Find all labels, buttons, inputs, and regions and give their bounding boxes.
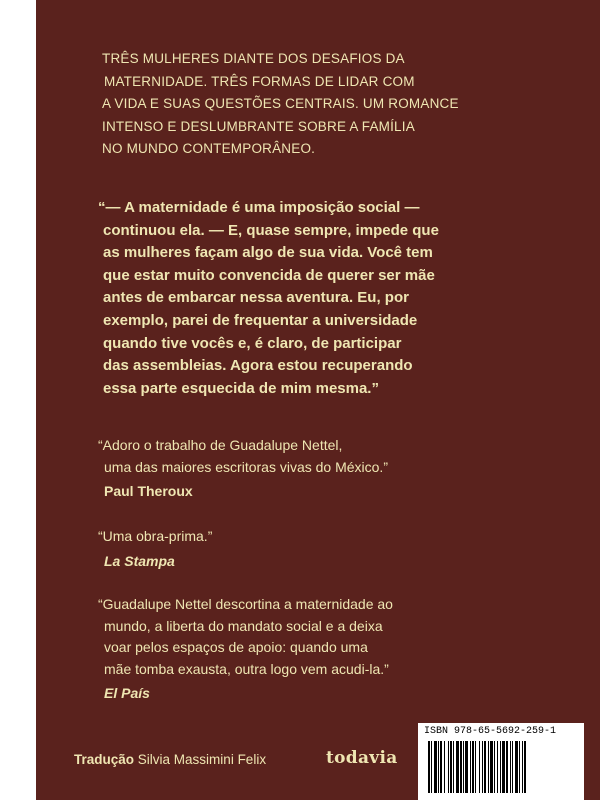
intro-line: A VIDA E SUAS QUESTÕES CENTRAIS. UM ROMANCE <box>102 96 459 111</box>
blurb-line: mãe tomba exausta, outra logo vem acudi-la.” <box>104 660 389 677</box>
blurb-source: Paul Theroux <box>104 483 193 499</box>
isbn-number: ISBN 978-65-5692-259-1 <box>424 726 557 737</box>
blurb-line: mundo, a liberta do mandato social e a deixa <box>104 617 383 634</box>
blurb-la-stampa <box>98 526 568 572</box>
excerpt-line: as mulheres façam algo de sua vida. Você tem <box>103 244 433 262</box>
translator-name: Silvia Massimini Felix <box>137 752 267 767</box>
excerpt-line: “— A maternidade é uma imposição social — <box>98 199 420 216</box>
intro-text <box>102 48 522 161</box>
blurb-source: El País <box>104 685 150 701</box>
blurb-line: “Adoro o trabalho de Guadalupe Nettel, <box>98 437 343 453</box>
blurb-line: voar pelos espaços de apoio: quando uma <box>104 639 368 655</box>
blurb-el-pais <box>98 594 568 705</box>
blurb-source: La Stampa <box>104 552 175 569</box>
isbn-barcode <box>418 723 584 800</box>
intro-line: INTENSO E DESLUMBRANTE SOBRE A FAMÍLIA <box>102 118 415 134</box>
blurb-theroux <box>98 435 568 503</box>
excerpt-line: que estar muito convencida de querer ser mãe <box>103 266 435 284</box>
excerpt-line: quando tive vocês e, é claro, de participar <box>103 334 402 352</box>
translation-credit <box>74 752 266 767</box>
excerpt-line: continuou ela. — E, quase sempre, impede que <box>103 221 439 239</box>
book-excerpt <box>98 197 568 400</box>
back-cover <box>36 0 600 800</box>
blurb-line: uma das maiores escritoras vivas do México.” <box>104 458 388 475</box>
excerpt-line: exemplo, parei de frequentar a universidade <box>103 311 418 329</box>
blurb-line: “Uma obra-prima.” <box>98 528 213 544</box>
intro-line: NO MUNDO CONTEMPORÂNEO. <box>102 141 316 156</box>
intro-line: TRÊS MULHERES DIANTE DOS DESAFIOS DA <box>102 51 405 66</box>
publisher-logo: todavia <box>326 748 398 768</box>
blurb-line: “Guadalupe Nettel descortina a maternidade ao <box>98 596 393 612</box>
excerpt-line: das assembleias. Agora estou recuperando <box>103 357 413 375</box>
intro-line: MATERNIDADE. TRÊS FORMAS DE LIDAR COM <box>104 73 415 89</box>
excerpt-line: essa parte esquecida de mim mesma.” <box>103 379 379 397</box>
barcode-icon <box>428 741 574 793</box>
translation-label: Tradução <box>74 752 135 767</box>
excerpt-line: antes de embarcar nessa aventura. Eu, por <box>103 289 409 307</box>
